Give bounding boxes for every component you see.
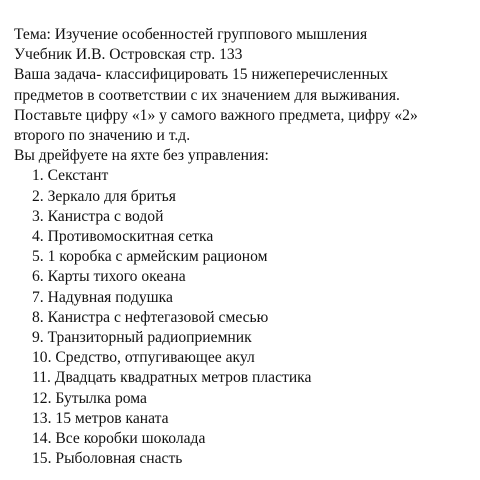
list-item: 15. Рыболовная снасть [32,450,183,468]
list-item: 5. 1 коробка с армейским рационом [32,248,268,266]
list-item: 4. Противомоскитная сетка [32,228,214,246]
list-item: 9. Транзиторный радиоприемник [32,329,252,347]
list-item: 13. 15 метров каната [32,409,169,427]
task-line-2: предметов в соответствии с их значением для выживания. [14,86,400,104]
items-list [14,166,476,469]
list-item: 11. Двадцать квадратных метров пластика [32,369,312,387]
list-item: 6. Карты тихого океана [32,268,186,286]
task-line-3: Поставьте цифру «1» у самого важного предмета, цифру «2» [14,106,418,124]
list-item: 10. Средство, отпугивающее акул [32,349,255,367]
topic-line: Тема: Изучение особенностей группового мышления [14,26,368,43]
scenario-line: Вы дрейфуете на яхте без управления: [14,147,269,165]
task-line-4: второго по значению и т.д. [14,127,191,145]
task-line-1: Ваша задача- классифицировать 15 нижеперечисленных [14,66,389,84]
list-item: 8. Канистра с нефтегазовой смесью [32,308,269,326]
list-item: 3. Канистра с водой [32,207,164,225]
list-item: 7. Надувная подушка [32,288,173,306]
document-body [14,25,476,469]
list-item: 2. Зеркало для бритья [32,187,176,205]
list-item: 12. Бутылка рома [32,389,147,407]
textbook-line: Учебник И.В. Островская стр. 133 [14,46,243,64]
list-item: 14. Все коробки шоколада [32,430,206,448]
list-item: 1. Секстант [32,167,109,185]
